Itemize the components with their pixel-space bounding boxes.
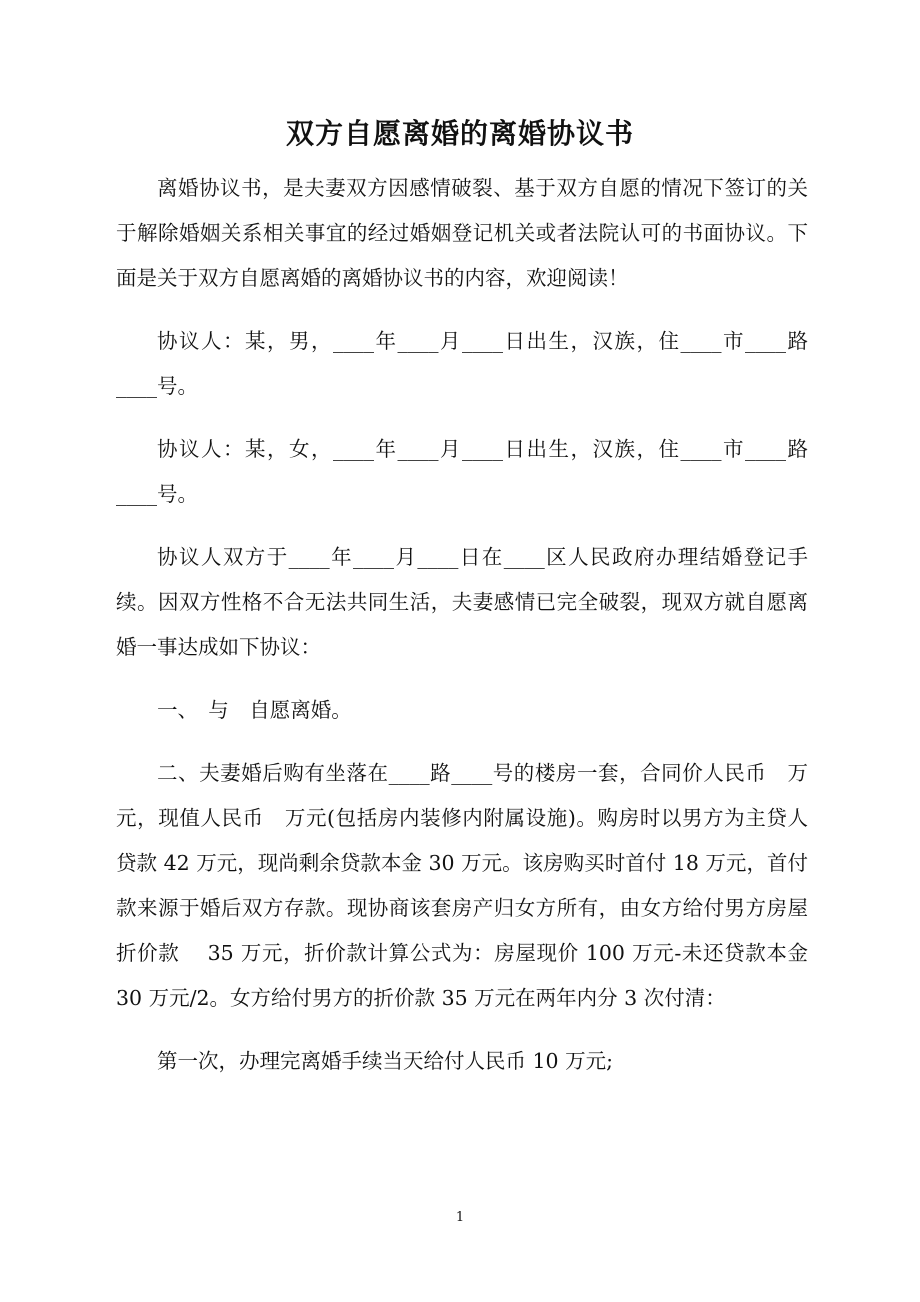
paragraph-first-payment: 第一次，办理完离婚手续当天给付人民币 10 万元;: [157, 1049, 614, 1073]
paragraph-clause-two: 二、夫妻婚后购有坐落在____路____号的楼房一套，合同价人民币 万元，现值人民币 万元(包括房内装修内附属设施)。购房时以男方为主贷人贷款 42 万元，现尚剩余贷款本金 30 万元。该房购买时首付 18 万元，首付款来源于婚后双方存款。现协商该套房产归女方所有，由女方给付男方房屋折价款 35 万元，折价款计算公式为：房屋现价 100 万元-未还贷款本金 30 万元/2。女方给付男方的折价款 35 万元在两年内分 3 次付清：: [116, 761, 808, 1010]
document-title: 双方自愿离婚的离婚协议书: [285, 117, 634, 150]
paragraph-party-male: 协议人：某，男，____年____月____日出生，汉族，住____市____路____号。: [116, 329, 808, 398]
paragraph-intro: 离婚协议书，是夫妻双方因感情破裂、基于双方自愿的情况下签订的关于解除婚姻关系相关事宜的经过婚姻登记机关或者法院认可的书面协议。下面是关于双方自愿离婚的离婚协议书的内容，欢迎阅读！: [116, 176, 808, 290]
paragraph-clause-one: 一、 与 自愿离婚。: [157, 698, 352, 722]
paragraph-party-female: 协议人：某，女，____年____月____日出生，汉族，住____市____路____号。: [116, 437, 808, 506]
paragraph-marriage-registration: 协议人双方于____年____月____日在____区人民政府办理结婚登记手续。因双方性格不合无法共同生活，夫妻感情已完全破裂，现双方就自愿离婚一事达成如下协议：: [116, 545, 808, 659]
document-body: [116, 166, 808, 1102]
page-number: 1: [455, 1210, 465, 1225]
